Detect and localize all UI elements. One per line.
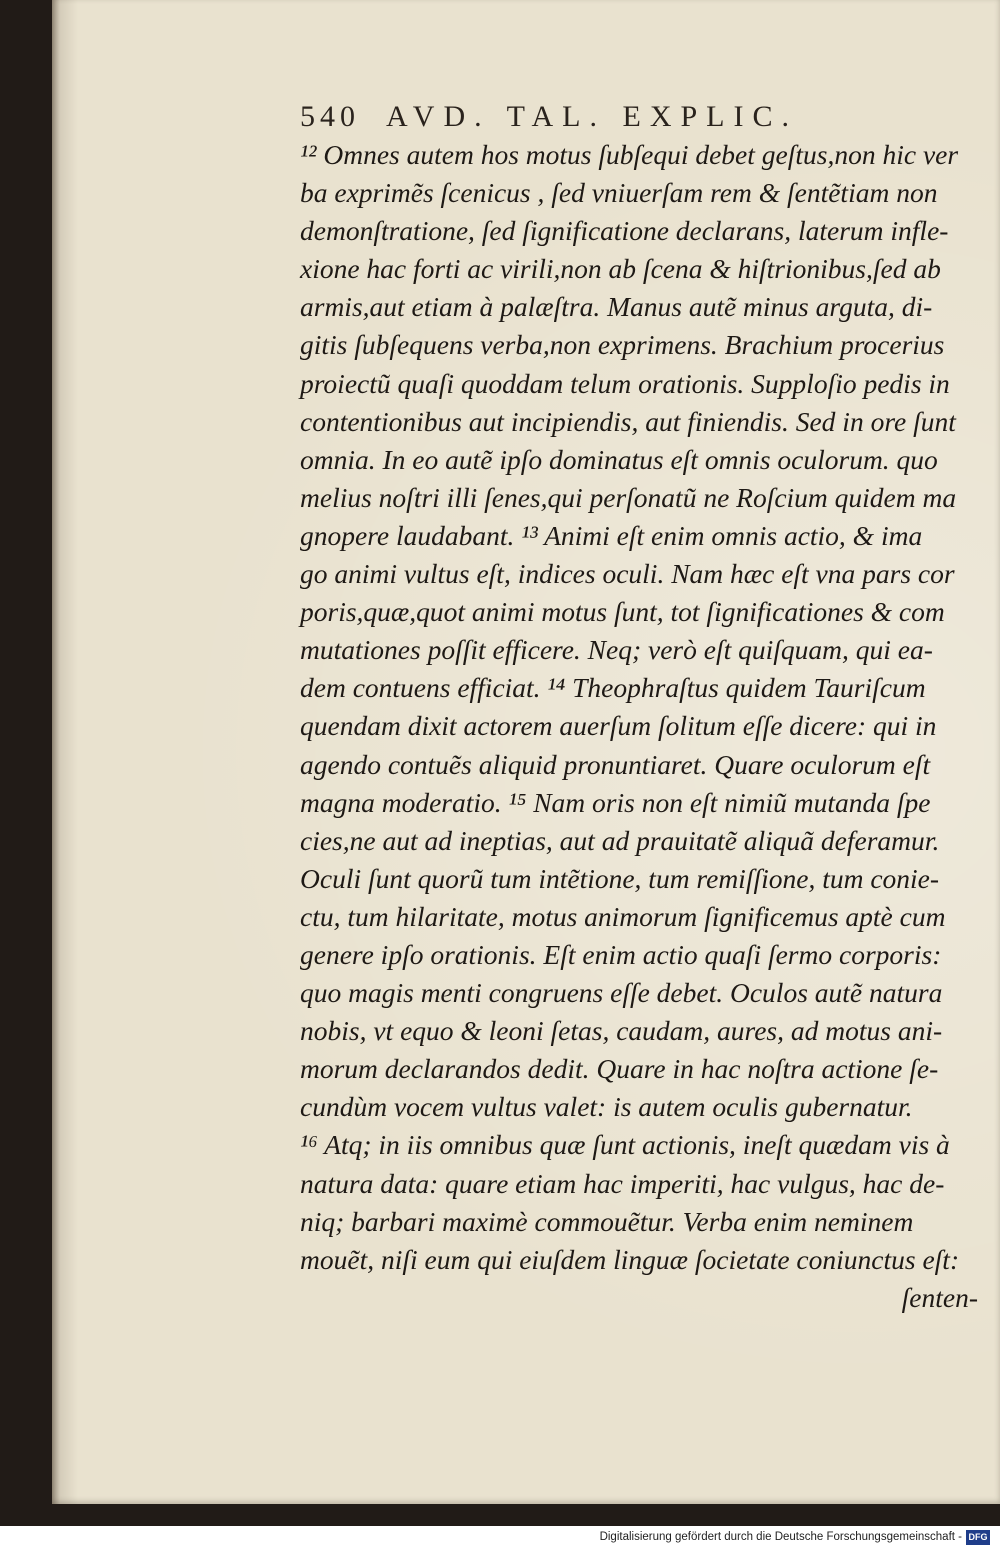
text-line: ¹⁶ Atq; in iis omnibus quæ ſunt actionis, ineſt quædam vis à (300, 1129, 950, 1161)
text-line: ¹² Omnes autem hos motus ſubſequi debet geſtus,non hic ver (300, 139, 959, 170)
text-line: mutationes poſſit efficere. Neq; verò eſt quiſquam, qui ea- (300, 634, 933, 666)
text-line: armis,aut etiam à palæſtra. Manus autẽ minus arguta, di- (300, 291, 933, 323)
funding-notice: Digitalisierung gefördert durch die Deutsche Forschungsgemeinschaft - (599, 1531, 962, 1543)
page-header (300, 100, 860, 140)
catchword: ſenten- (901, 1281, 978, 1313)
text-line: dem contuens efficiat. ¹⁴ Theophraſtus quidem Tauriſcum (300, 672, 926, 704)
text-line: poris,quæ,quot animi motus ſunt, tot ſignificationes & com (300, 596, 945, 628)
footer-bar (0, 1526, 1000, 1550)
text-line: niq; barbari maximè commouẽtur. Verba enim neminem (300, 1205, 914, 1237)
text-line: magna moderatio. ¹⁵ Nam oris non eſt nimiũ mutanda ſpe (300, 786, 931, 818)
text-line: contentionibus aut incipiendis, aut finiendis. Sed in ore ſunt (300, 405, 956, 437)
text-line: quendam dixit actorem auerſum ſolitum eſſe dicere: qui in (300, 710, 937, 742)
running-head: AVD. TAL. EXPLIC. (386, 100, 798, 133)
text-line: go animi vultus eſt, indices oculi. Nam hæc eſt vna pars cor (300, 558, 955, 590)
text-line: ctu, tum hilaritate, motus animorum ſignificemus aptè cum (300, 900, 946, 932)
text-line: morum declarandos dedit. Quare in hac noſtra actione ſe- (300, 1053, 939, 1085)
text-line: cies,ne aut ad ineptias, aut ad prauitatẽ aliquã deferamur. (300, 824, 940, 856)
text-line: natura data: quare etiam hac imperiti, hac vulgus, hac de- (300, 1167, 945, 1199)
text-line: ba exprimẽs ſcenicus , ſed vniuerſam rem & ſentẽtiam non (300, 177, 938, 209)
text-line: gnopere laudabant. ¹³ Animi eſt enim omnis actio, & ima (300, 519, 923, 551)
text-line: gitis ſubſequens verba,non exprimens. Brachium procerius (300, 329, 945, 361)
text-line: cundùm vocem vultus valet: is autem oculis gubernatur. (300, 1091, 913, 1123)
text-line: xione hac forti ac virili,non ab ſcena & hiſtrionibus,ſed ab (300, 253, 941, 285)
text-line: genere ipſo orationis. Eſt enim actio quaſi ſermo corporis: (300, 938, 942, 970)
text-line: melius noſtri illi ſenes,qui perſonatũ ne Roſcium quidem ma (300, 481, 957, 513)
text-line: demonſtratione, ſed ſignificatione declarans, laterum infle- (300, 215, 949, 247)
dfg-logo-icon: DFG (966, 1530, 990, 1545)
text-line: Oculi ſunt quorũ tum intẽtione, tum remiſſione, tum conie- (300, 862, 940, 894)
text-line: quo magis menti congruens eſſe debet. Oculos autẽ natura (300, 977, 943, 1009)
text-line: nobis, vt equo & leoni ſetas, caudam, aures, ad motus ani- (300, 1015, 943, 1047)
text-line: proiectũ quaſi quoddam telum orationis. Supploſio pedis in (300, 367, 950, 399)
body-text (300, 136, 990, 1317)
text-line: agendo contuẽs aliquid pronuntiaret. Quare oculorum eſt (300, 748, 931, 780)
page-number: 540 (300, 100, 360, 133)
text-line: omnia. In eo autẽ ipſo dominatus eſt omnis oculorum. quo (300, 443, 938, 475)
text-line: mouẽt, niſi eum qui eiuſdem linguæ ſocietate coniunctus eſt: (300, 1243, 960, 1275)
